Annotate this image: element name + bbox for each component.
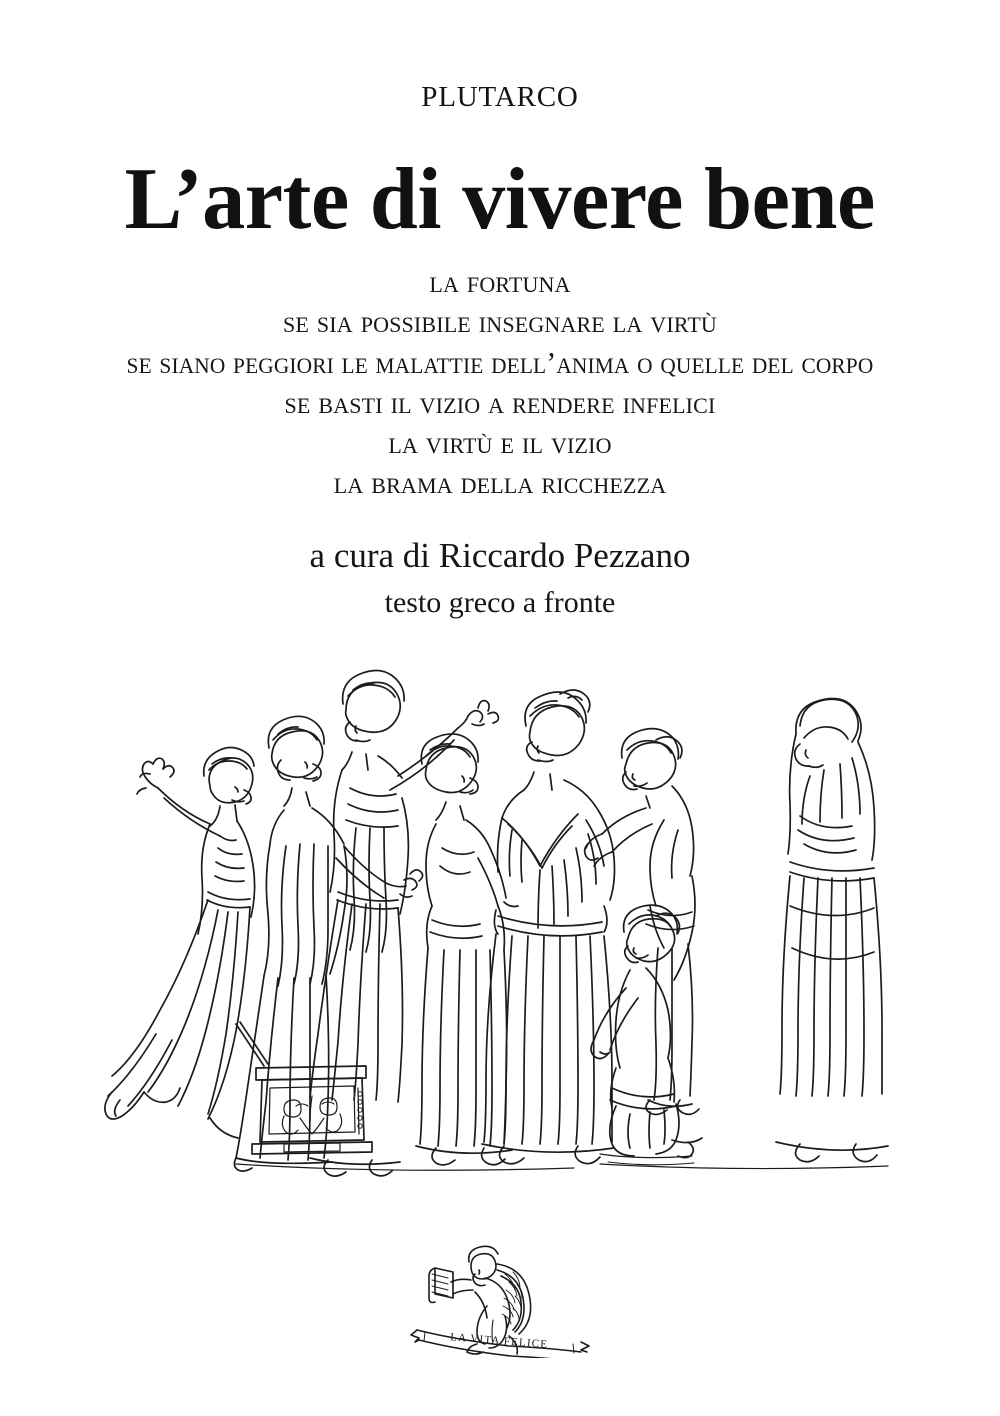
cover-illustration bbox=[60, 648, 940, 1196]
figure-head-back bbox=[416, 734, 518, 1165]
book-title: L’arte di vivere bene bbox=[124, 151, 876, 248]
subtitle-line: se sia possibile insegnare la virtù bbox=[283, 304, 717, 340]
figure-veiled-right bbox=[776, 698, 888, 1161]
figure-kneeling bbox=[591, 905, 702, 1165]
publisher-motto: LA VITA FELICE bbox=[449, 1330, 549, 1351]
ground-line bbox=[236, 1164, 888, 1170]
figure-left-dancer bbox=[105, 747, 255, 1138]
credits-block bbox=[310, 534, 691, 622]
subtitle-line: se siano peggiori le malattie dell’anima o quelle del corpo bbox=[126, 344, 874, 380]
text-note: testo greco a fronte bbox=[384, 585, 616, 619]
subtitle-line: la virtù e il vizio bbox=[388, 425, 612, 461]
figure-tall-raised-arm bbox=[310, 670, 498, 1176]
subtitle-line: la fortuna bbox=[429, 264, 571, 299]
editor-credit: a cura di Riccardo Pezzano bbox=[309, 535, 691, 575]
subtitle-line: se basti il vizio a rendere infelici bbox=[284, 384, 716, 420]
subtitle-line: la brama della ricchezza bbox=[333, 465, 667, 501]
subtitle-list bbox=[0, 262, 1000, 504]
figure-second-dancer bbox=[234, 716, 422, 1171]
author-name: plutarco bbox=[421, 70, 579, 116]
decorative-altar bbox=[236, 1022, 372, 1154]
figure-central-principal bbox=[482, 690, 615, 1164]
publisher-logo bbox=[405, 1240, 595, 1358]
motto-ribbon bbox=[411, 1330, 589, 1358]
